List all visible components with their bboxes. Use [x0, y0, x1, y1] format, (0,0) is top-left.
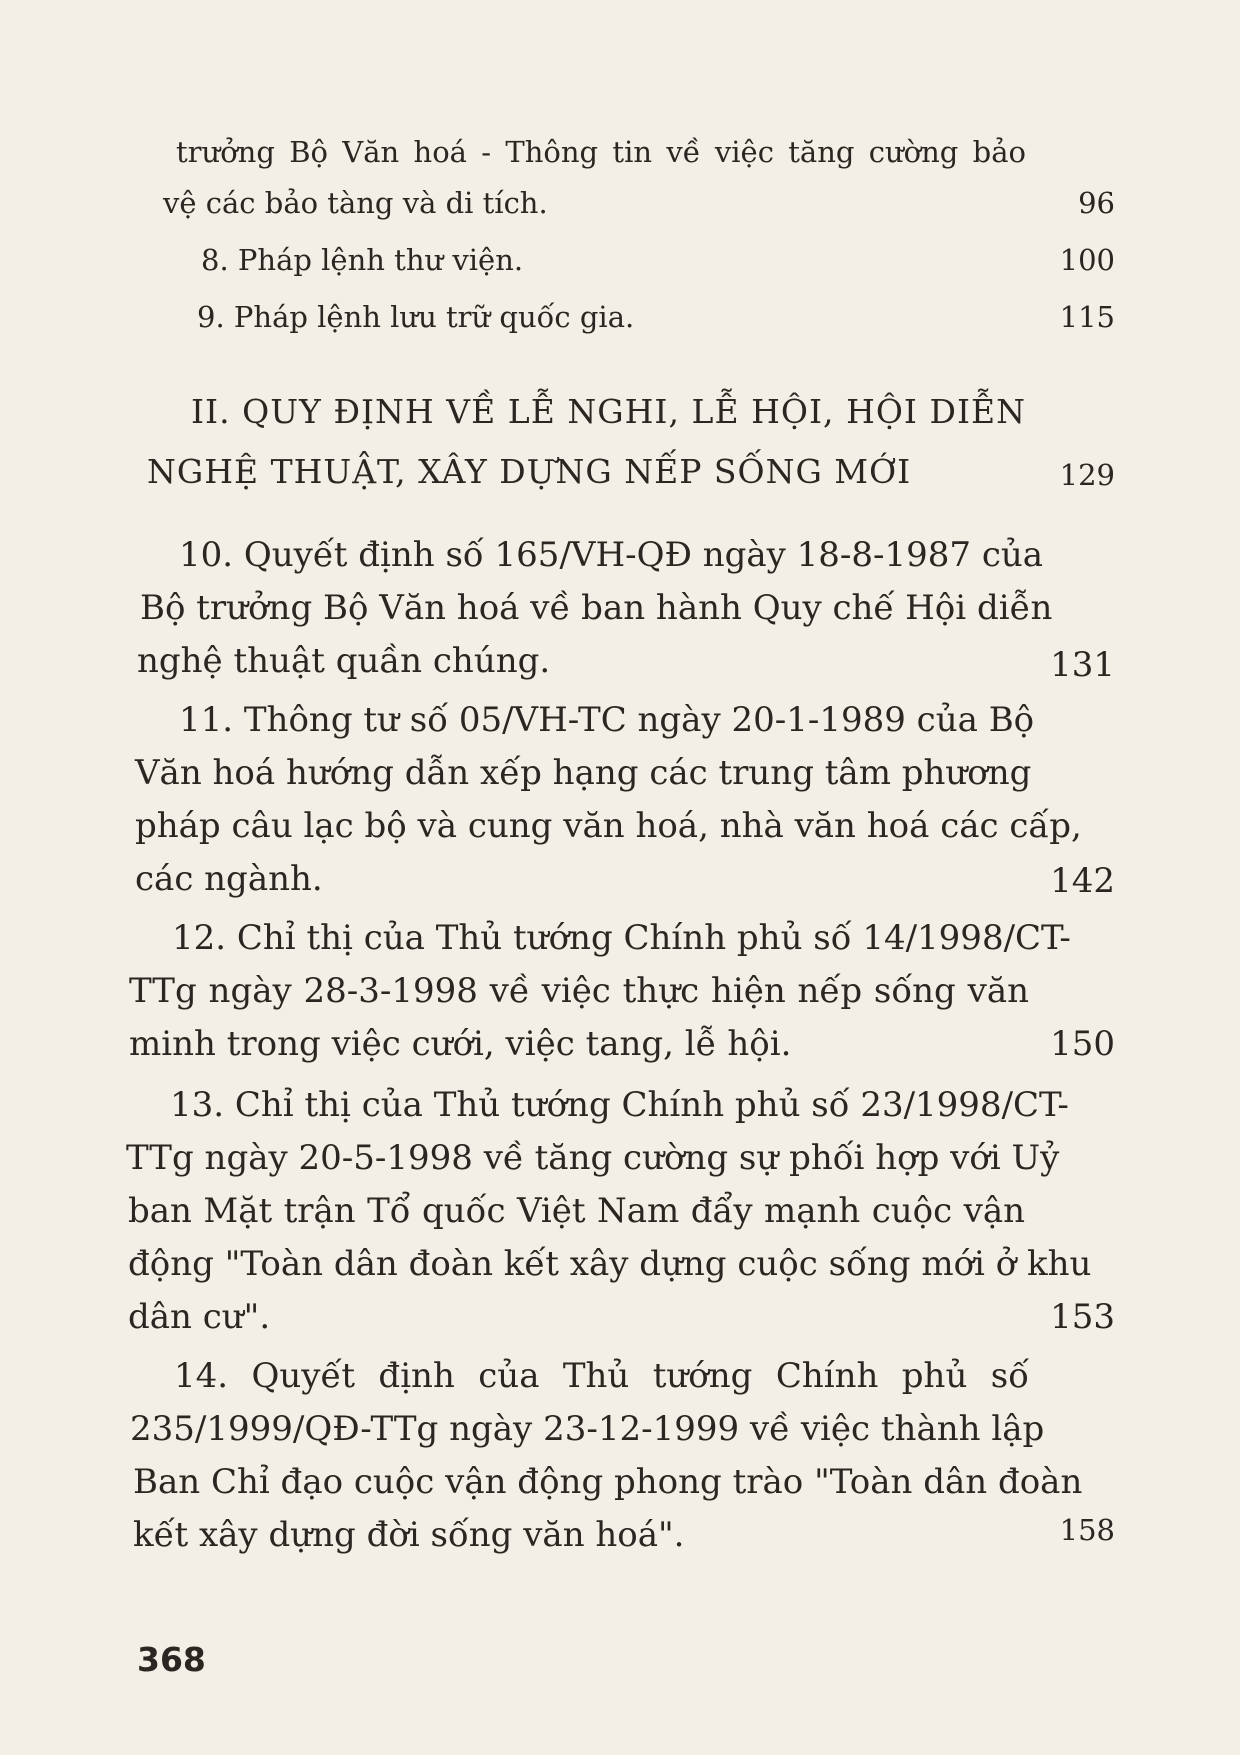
toc-entry-line: nghệ thuật quần chúng.	[137, 641, 551, 681]
toc-page-number: 100	[1059, 243, 1115, 277]
toc-page-number: 129	[1059, 458, 1115, 492]
toc-entry-line: 14. Quyết định của Thủ tướng Chính phủ số	[174, 1356, 1029, 1396]
toc-entry-line: pháp câu lạc bộ và cung văn hoá, nhà văn hoá các cấp,	[135, 806, 1082, 846]
toc-entry-line: 12. Chỉ thị của Thủ tướng Chính phủ số 14/1998/CT-	[172, 918, 1071, 958]
toc-entry-line: các ngành.	[135, 859, 323, 899]
toc-entry-line: 10. Quyết định số 165/VH-QĐ ngày 18-8-1987 của	[179, 535, 1044, 575]
toc-entry-line: Ban Chỉ đạo cuộc vận động phong trào "Toàn dân đoàn	[133, 1462, 1083, 1502]
toc-entry-line: kết xây dựng đời sống văn hoá".	[133, 1515, 685, 1555]
toc-entry-line: 8. Pháp lệnh thư viện.	[201, 243, 524, 277]
section-heading-line: NGHỆ THUẬT, XÂY DỰNG NẾP SỐNG MỚI	[147, 452, 912, 491]
section-heading-line: II. QUY ĐỊNH VỀ LỄ NGHI, LỄ HỘI, HỘI DIỄN	[191, 392, 1026, 431]
toc-entry-line: TTg ngày 20-5-1998 về tăng cường sự phối hợp với Uỷ	[126, 1138, 1060, 1178]
toc-entry-line: TTg ngày 28-3-1998 về việc thực hiện nếp sống văn	[129, 971, 1029, 1011]
toc-page-number: 153	[1050, 1297, 1115, 1337]
toc-entry-line: 235/1999/QĐ-TTg ngày 23-12-1999 về việc thành lập	[130, 1409, 1045, 1449]
toc-page-number: 131	[1050, 645, 1115, 685]
toc-entry-line: minh trong việc cưới, việc tang, lễ hội.	[129, 1024, 792, 1064]
toc-entry-line: ban Mặt trận Tổ quốc Việt Nam đẩy mạnh cuộc vận	[128, 1191, 1025, 1231]
toc-page-number: 150	[1050, 1024, 1115, 1064]
toc-entry-line: Bộ trưởng Bộ Văn hoá về ban hành Quy chế Hội diễn	[140, 588, 1053, 628]
toc-page-number: 115	[1059, 300, 1115, 334]
toc-entry-line: động "Toàn dân đoàn kết xây dựng cuộc sống mới ở khu	[128, 1244, 1092, 1284]
toc-page-number: 142	[1050, 861, 1115, 901]
toc-entry-line: Văn hoá hướng dẫn xếp hạng các trung tâm phương	[135, 753, 1032, 793]
toc-entry-line: trưởng Bộ Văn hoá - Thông tin về việc tăng cường bảo	[176, 135, 1026, 169]
toc-entry-line: dân cư".	[128, 1297, 271, 1337]
toc-entry-line: 9. Pháp lệnh lưu trữ quốc gia.	[197, 300, 635, 334]
toc-entry-line: 13. Chỉ thị của Thủ tướng Chính phủ số 23/1998/CT-	[170, 1085, 1069, 1125]
toc-entry-line: 11. Thông tư số 05/VH-TC ngày 20-1-1989 của Bộ	[179, 700, 1035, 740]
toc-page-number: 158	[1059, 1513, 1115, 1547]
toc-page-number: 96	[1078, 186, 1115, 220]
page-number: 368	[137, 1640, 206, 1679]
toc-entry-line: vệ các bảo tàng và di tích.	[163, 186, 548, 220]
